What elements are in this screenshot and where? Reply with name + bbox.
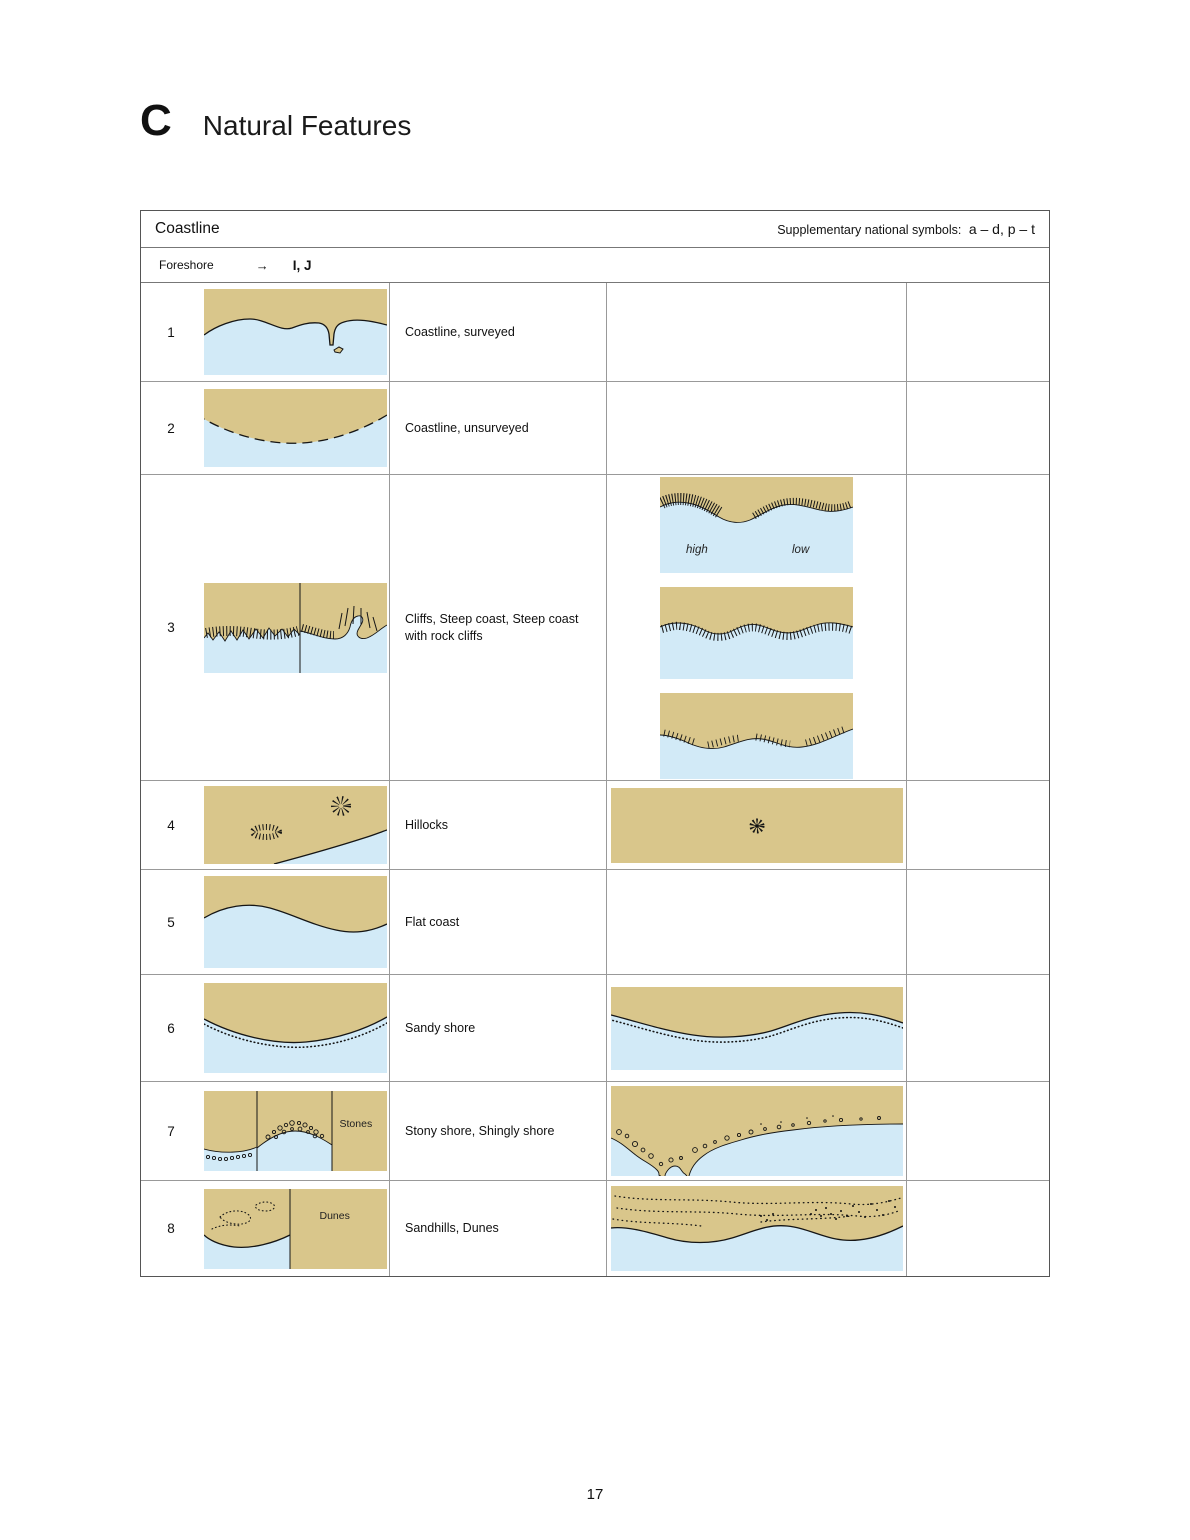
- empty-cell: [906, 475, 1049, 780]
- flat-coast-illustration: [204, 876, 387, 968]
- symbol-description: Coastline, surveyed: [389, 283, 606, 381]
- foreshore-refs: I, J: [292, 257, 312, 273]
- stones-label: Stones: [339, 1118, 373, 1130]
- table-row: [141, 1181, 1049, 1276]
- symbol-description: Stony shore, Shingly shore: [389, 1082, 606, 1180]
- arrow-icon: →: [255, 257, 269, 273]
- steep-coast-example-illustration: [660, 587, 853, 679]
- supplementary-prefix: Supplementary national symbols:: [777, 223, 962, 237]
- symbol-cell: [201, 1082, 389, 1180]
- empty-cell: [906, 382, 1049, 474]
- dunes-example-illustration: [611, 1186, 903, 1271]
- coastline-unsurveyed-illustration: [204, 389, 387, 467]
- empty-cell: [906, 781, 1049, 869]
- example-cell: [606, 382, 906, 474]
- example-cell: [606, 475, 906, 780]
- table-header: [141, 211, 1049, 248]
- symbol-description: Sandhills, Dunes: [389, 1181, 606, 1276]
- table-row: [141, 781, 1049, 870]
- table-row: [141, 975, 1049, 1082]
- row-number: 2: [167, 420, 175, 436]
- page-number: 17: [586, 1486, 604, 1503]
- cliffs-steep-coast-illustration: [204, 583, 387, 673]
- table-row: [141, 382, 1049, 475]
- symbol-cell: [201, 382, 389, 474]
- row-number: 1: [167, 324, 175, 340]
- symbol-cell: [201, 870, 389, 974]
- section-letter: C: [140, 96, 173, 145]
- dunes-label: Dunes: [319, 1209, 350, 1222]
- table-row: [141, 1082, 1049, 1181]
- symbol-description: Coastline, unsurveyed: [389, 382, 606, 474]
- stony-shore-example-illustration: [611, 1086, 903, 1176]
- empty-cell: [906, 1181, 1049, 1276]
- coastline-symbols-table: [140, 210, 1050, 1277]
- table-row: [141, 475, 1049, 781]
- cliffs-high-low-example-illustration: [660, 477, 853, 573]
- row-number: 3: [167, 620, 175, 635]
- row-number: 5: [167, 914, 175, 930]
- empty-cell: [906, 1082, 1049, 1180]
- empty-cell: [906, 870, 1049, 974]
- example-cell: [606, 1181, 906, 1276]
- symbol-cell: [201, 975, 389, 1081]
- sandy-shore-example-illustration: [611, 987, 903, 1070]
- dunes-illustration: [204, 1189, 387, 1269]
- coastline-surveyed-illustration: [204, 289, 387, 375]
- row-number: 7: [167, 1123, 175, 1139]
- page-heading: [140, 96, 411, 146]
- supplementary-note: [777, 221, 1035, 237]
- symbol-cell: [201, 283, 389, 381]
- example-cell: [606, 283, 906, 381]
- example-cell: [606, 1082, 906, 1180]
- table-title: Coastline: [155, 220, 220, 237]
- symbol-cell: [201, 475, 389, 780]
- table-row: [141, 870, 1049, 975]
- symbol-description: Sandy shore: [389, 975, 606, 1081]
- stony-shore-illustration: [204, 1091, 387, 1171]
- hillocks-example-illustration: [611, 788, 903, 863]
- low-label: low: [792, 543, 810, 556]
- supplementary-refs: a – d, p – t: [968, 221, 1035, 237]
- empty-cell: [906, 283, 1049, 381]
- row-number: 8: [167, 1221, 175, 1236]
- empty-cell: [906, 975, 1049, 1081]
- example-cell: [606, 781, 906, 869]
- symbol-description: Cliffs, Steep coast, Steep coast with rock cliffs: [389, 475, 606, 780]
- sandy-shore-illustration: [204, 983, 387, 1073]
- hillocks-illustration: [204, 786, 387, 864]
- example-cell: [606, 870, 906, 974]
- symbol-description: Hillocks: [389, 781, 606, 869]
- example-cell: [606, 975, 906, 1081]
- foreshore-row: [141, 248, 1049, 283]
- symbol-cell: [201, 1181, 389, 1276]
- foreshore-label: Foreshore: [159, 258, 214, 272]
- row-number: 4: [167, 817, 175, 833]
- symbol-description: Flat coast: [389, 870, 606, 974]
- table-row: [141, 283, 1049, 382]
- section-title: Natural Features: [202, 110, 412, 141]
- rock-cliffs-example-illustration: [660, 693, 853, 779]
- symbol-cell: [201, 781, 389, 869]
- high-label: high: [686, 543, 708, 556]
- row-number: 6: [167, 1020, 175, 1036]
